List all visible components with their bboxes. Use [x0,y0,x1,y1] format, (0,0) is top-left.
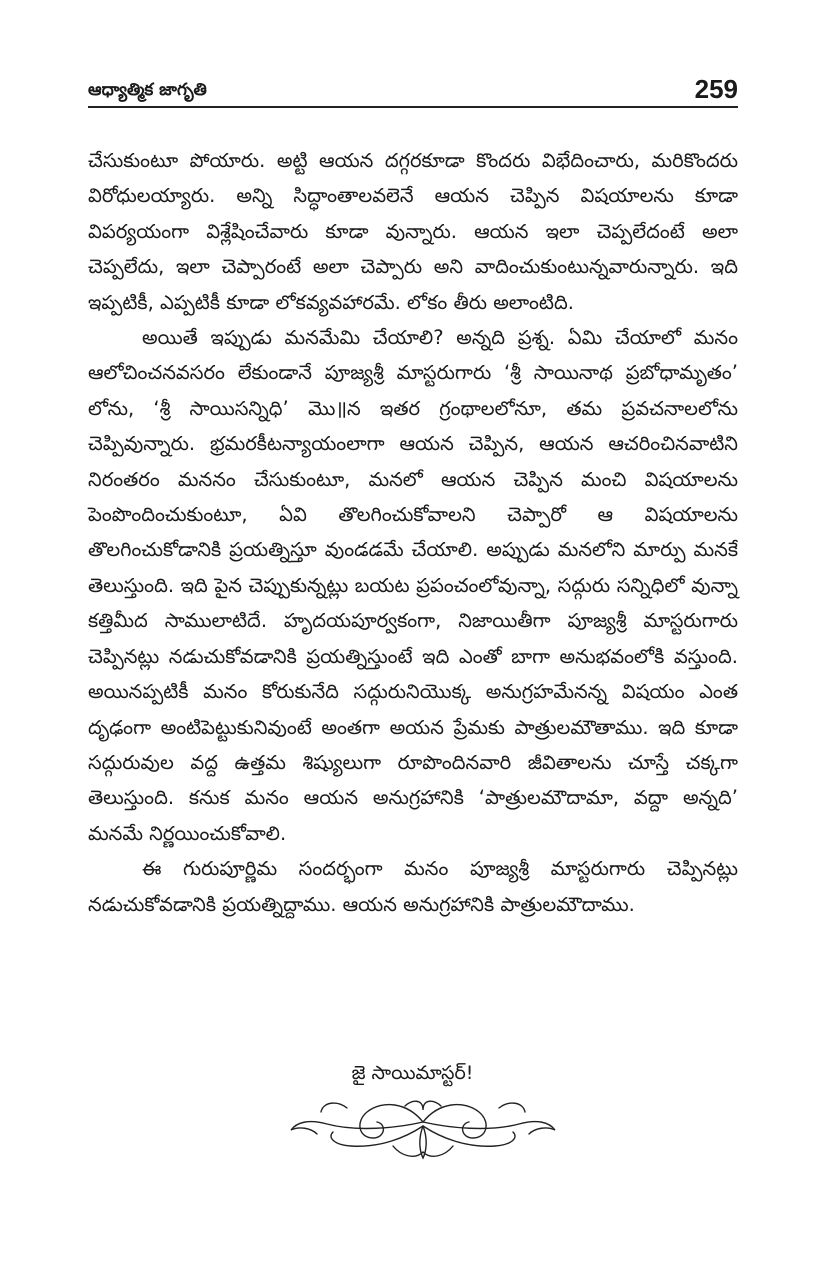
paragraph-1: చేసుకుంటూ పోయారు. అట్టి ఆయన దగ్గరకూడా కొందరు విభేదించారు, మరికొందరు విరోధులయ్యారు. అన్ని సిద్ధాంతాలవలెనే ఆయన చెప్పిన విషయాలను కూడా విపర్యయంగా విశ్లేషించేవారు కూడా వున్నారు. ఆయన ఇలా చెప్పలేదంటే అలా చెప్పలేదు, ఇలా చెప్పారంటే అలా చెప్పారు అని వాదించుకుంటున్నవారున్నారు. ఇది ఇప్పటికీ, ఎప్పటికీ కూడా లోకవ్యవహారమే. లోకం తీరు అలాంటిది. [88,149,738,314]
closing-salutation: జై సాయిమాస్టర్! [351,1062,474,1084]
header-rule [88,106,738,108]
flourish-ornament-icon [287,1092,559,1164]
paragraph-2: అయితే ఇప్పుడు మనమేమి చేయాలి? అన్నది ప్రశ్న. ఏమి చేయాలో మనం ఆలోచించనవసరం లేకుండానే పూజ్యశ్రీ మాస్టరుగారు ‘శ్రీ సాయినాథ ప్రబోధామృతం’ లోను, ‘శ్రీ సాయిసన్నిధి’ మొ॥న ఇతర గ్రంథాలలోనూ, తమ ప్రవచనాలలోను చెప్పివున్నారు. భ్రమరకీటన్యాయంలాగా ఆయన చెప్పిన, ఆయన ఆచరించినవాటిని నిరంతరం మననం చేసుకుంటూ, మనలో ఆయన చెప్పిన మంచి విషయాలను పెంపొందించుకుంటూ, ఏవి తొలగించుకోవాలని చెప్పారో ఆ విషయాలను తొలగించుకోడానికి ప్రయత్నిస్తూ వుండడమే చేయాలి. అప్పుడు మనలోని మార్పు మనకే తెలుస్తుంది. ఇది పైన చెప్పుకున్నట్లు బయట ప్రపంచంలోవున్నా, సద్గురు సన్నిధిలో వున్నా కత్తిమీద సాములాటిదే. హృదయపూర్వకంగా, నిజాయితీగా పూజ్యశ్రీ మాస్టరుగారు చెప్పినట్లు నడుచుకోవడానికి ప్రయత్నిస్తుంటే ఇది ఎంతో బాగా అనుభవంలోకి వస్తుంది. అయినప్పటికీ మనం కోరుకునేది సద్గురునియొక్క అనుగ్రహమేనన్న విషయం ఎంత దృఢంగా అంటిపెట్టుకునివుంటే అంతగా అయన ప్రేమకు పాత్రులమౌతాము. ఇది కూడా సద్గురువుల వద్ద ఉత్తమ శిష్యులుగా రూపొందినవారి జీవితాలను చూస్తే చక్కగా తెలుస్తుంది. కనుక మనం ఆయన అనుగ్రహానికి ‘పాత్రులమౌదామా, వద్దా అన్నది’ మనమే నిర్ణయించుకోవాలి. [88,326,738,845]
page-header [88,76,738,106]
body-text [88,143,738,922]
paragraph-3: ఈ గురుపూర్ణిమ సందర్భంగా మనం పూజ్యశ్రీ మాస్టరుగారు చెప్పినట్లు నడుచుకోవడానికి ప్రయత్నిద్దాము. ఆయన అనుగ్రహానికి పాత్రులమౌదాము. [88,857,738,916]
page-number: 259 [694,74,738,104]
running-title: ఆధ్యాత్మిక జాగృతి [88,80,207,100]
